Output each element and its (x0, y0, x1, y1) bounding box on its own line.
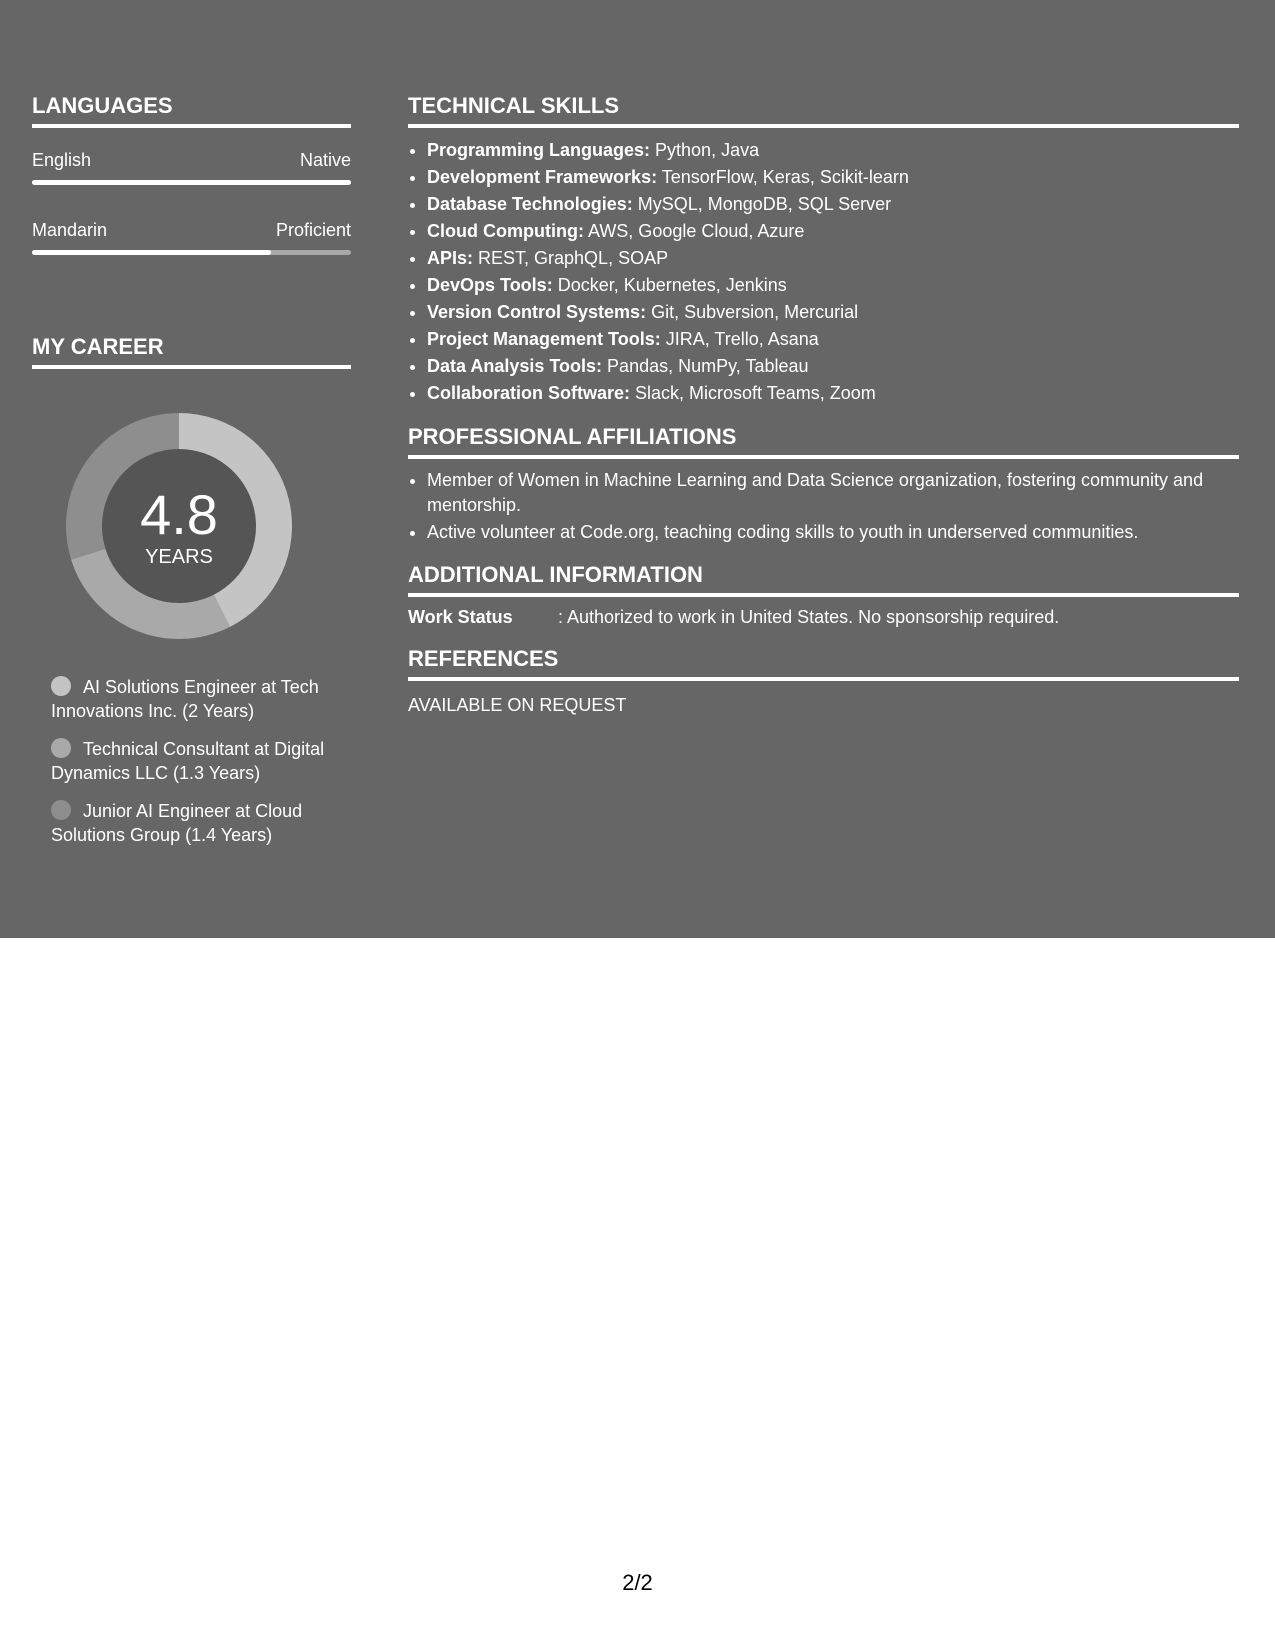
language-name: English (32, 150, 92, 170)
skill-value: Pandas, NumPy, Tableau (602, 356, 809, 376)
skill-item (427, 353, 1239, 380)
skill-value: MySQL, MongoDB, SQL Server (632, 194, 892, 214)
skill-value: Python, Java (650, 140, 760, 160)
career-donut-chart (66, 413, 292, 639)
career-legend-item (51, 799, 351, 847)
legend-dot-icon (51, 738, 71, 758)
skill-key: Programming Languages: (427, 140, 651, 160)
skill-value: REST, GraphQL, SOAP (473, 248, 669, 268)
career-legend-item (51, 675, 351, 723)
right-column (408, 92, 1239, 717)
additional-info-title: ADDITIONAL INFORMATION (408, 561, 1239, 597)
work-status-label: Work Status (408, 607, 513, 627)
language-level-bar (32, 250, 351, 255)
skill-key: Collaboration Software: (427, 383, 631, 403)
technical-skills-title: TECHNICAL SKILLS (408, 92, 1239, 128)
skill-value: Git, Subversion, Mercurial (646, 302, 859, 322)
language-name: Mandarin (32, 220, 108, 240)
skill-item (427, 137, 1239, 164)
skill-key: Cloud Computing: (427, 221, 584, 241)
skill-item (427, 245, 1239, 272)
language-level-fill (32, 180, 351, 185)
affiliation-item: • Active volunteer at Code.org, teaching coding skills to youth in underserved communities. (427, 520, 1239, 545)
language-item-mandarin (32, 218, 351, 255)
skill-item (427, 191, 1239, 218)
language-level-fill (32, 250, 271, 255)
career-entry-label: Technical Consultant at Digital Dynamics LLC (1.3 Years) (51, 739, 325, 783)
languages-title: LANGUAGES (32, 92, 351, 128)
skill-key: Database Technologies: (427, 194, 633, 214)
career-legend-item (51, 737, 351, 785)
career-total-years: 4.8 (140, 483, 218, 546)
language-level: Native (299, 150, 351, 170)
career-entry-label: Junior AI Engineer at Cloud Solutions Group (1.4 Years) (51, 801, 303, 845)
legend-dot-icon (51, 676, 71, 696)
skill-value: Docker, Kubernetes, Jenkins (552, 275, 787, 295)
skill-key: Development Frameworks: (427, 167, 658, 187)
skill-key: APIs: (427, 248, 474, 268)
career-entry-label: AI Solutions Engineer at Tech Innovations Inc. (2 Years) (51, 677, 319, 721)
left-column (32, 92, 351, 861)
references-text: AVAILABLE ON REQUEST (408, 695, 627, 715)
career-total-unit: YEARS (145, 546, 213, 568)
skill-value: AWS, Google Cloud, Azure (583, 221, 805, 241)
language-level-bar (32, 180, 351, 185)
work-status-value: : Authorized to work in United States. No sponsorship required. (558, 607, 1060, 627)
skill-key: Version Control Systems: (427, 302, 647, 322)
language-level: Proficient (275, 220, 351, 240)
career-title: MY CAREER (32, 333, 351, 369)
page-number: 2/2 (622, 1570, 653, 1595)
language-item-english (32, 148, 351, 185)
skill-value: TensorFlow, Keras, Scikit-learn (657, 167, 909, 187)
skill-value: JIRA, Trello, Asana (660, 329, 819, 349)
skill-key: Data Analysis Tools: (427, 356, 603, 376)
skill-item (427, 164, 1239, 191)
donut-center (66, 485, 292, 569)
affiliation-item: • Member of Women in Machine Learning and Data Science organization, fostering community and mentorship. (427, 468, 1239, 518)
skill-key: DevOps Tools: (427, 275, 553, 295)
work-status-row (408, 605, 1239, 629)
references-title: REFERENCES (408, 645, 1239, 681)
affiliations-list (408, 468, 1239, 545)
skills-list (408, 137, 1239, 407)
skill-item (427, 272, 1239, 299)
skill-item (427, 299, 1239, 326)
skill-value: Slack, Microsoft Teams, Zoom (630, 383, 876, 403)
skill-item (427, 218, 1239, 245)
skill-item (427, 326, 1239, 353)
skill-key: Project Management Tools: (427, 329, 661, 349)
affiliations-title: PROFESSIONAL AFFILIATIONS (408, 423, 1239, 459)
skill-item (427, 380, 1239, 407)
legend-dot-icon (51, 800, 71, 820)
career-legend (51, 675, 351, 847)
